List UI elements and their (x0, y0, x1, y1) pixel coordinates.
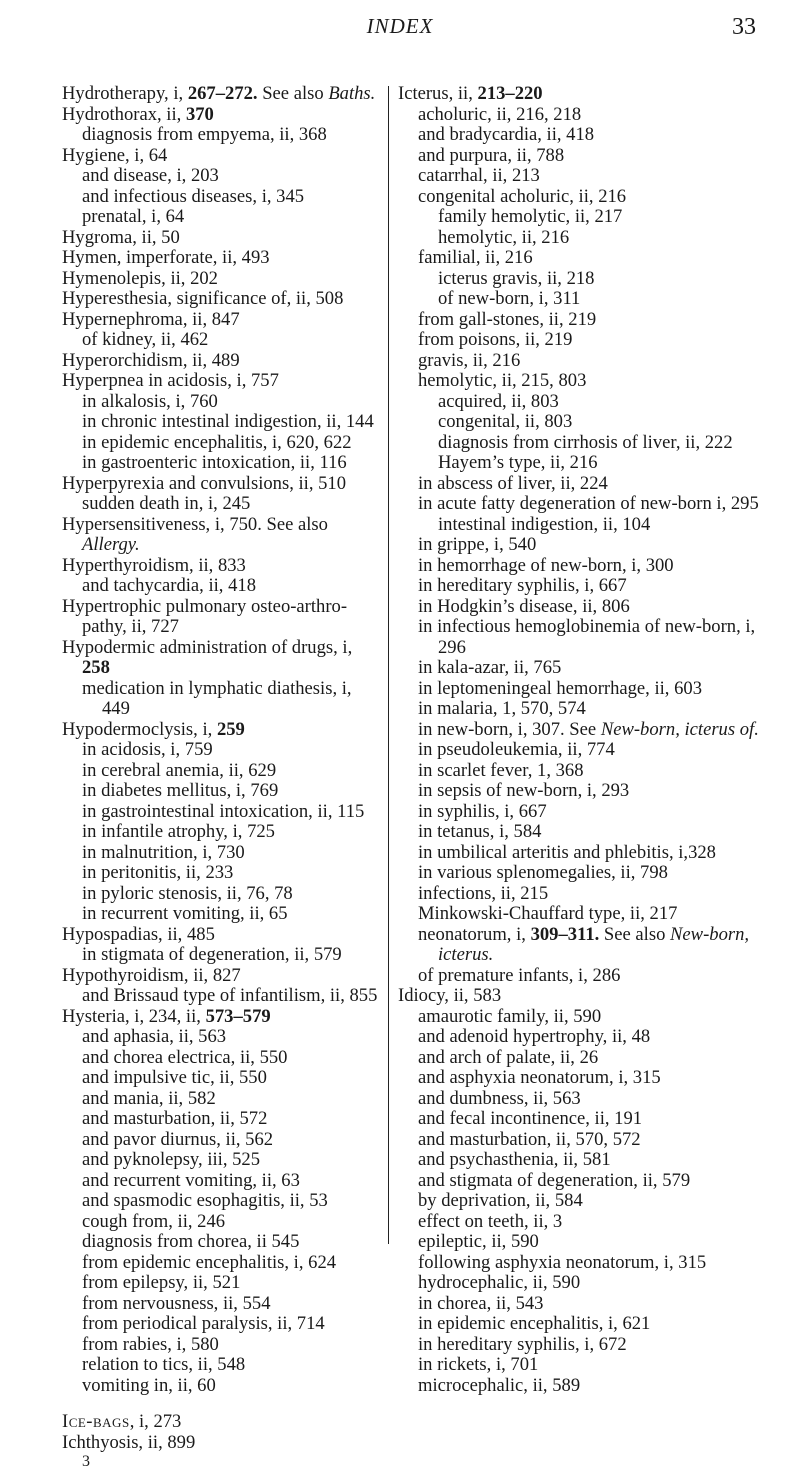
entry-text: in acute fatty degeneration of new-born i, 295 (418, 493, 759, 514)
index-subentry (62, 1109, 380, 1130)
entry-text: and dumbness, ii, 563 (418, 1087, 581, 1109)
index-subentry (62, 125, 380, 146)
entry-text: in infantile atrophy, i, 725 (82, 821, 275, 842)
index-subentry (398, 248, 760, 269)
entry-text: gravis, ii, 216 (418, 349, 521, 371)
running-header-title: INDEX (366, 14, 434, 38)
entry-text: See also (257, 83, 329, 104)
index-subentry (398, 1007, 760, 1028)
entry-text: Ice-bags (62, 1411, 130, 1432)
entry-text: in chronic intestinal indigestion, ii, 144 (82, 411, 374, 432)
index-subentry (398, 904, 760, 925)
entry-text: See also (599, 923, 671, 945)
entry-text: Hymen, imperforate, ii, 493 (62, 247, 270, 268)
entry-text: Idiocy, ii, 583 (398, 985, 502, 1006)
index-subentry (398, 802, 760, 823)
entry-text: in malnutrition, i, 730 (82, 841, 245, 863)
index-subentry (398, 146, 760, 167)
cross-reference: New-born, icterus. (438, 923, 754, 965)
entry-text: in pyloric stenosis, ii, 76, 78 (82, 882, 293, 904)
entry-text: and bradycardia, ii, 418 (418, 124, 595, 145)
entry-text: and impulsive tic, ii, 550 (82, 1067, 267, 1088)
index-subentry (62, 904, 380, 925)
index-subentry (398, 412, 760, 433)
entry-text: Icterus, ii, (398, 83, 478, 104)
entry-text: Hyperpnea in acidosis, i, 757 (62, 370, 279, 391)
entry-text: Hyperorchidism, ii, 489 (62, 349, 240, 371)
index-subentry (62, 1253, 380, 1274)
entry-text: Hymenolepis, ii, 202 (62, 267, 218, 289)
entry-text: in various splenomegalies, ii, 798 (418, 862, 668, 883)
index-subentry (398, 1027, 760, 1048)
entry-text: and stigmata of degeneration, ii, 579 (418, 1169, 691, 1191)
entry-text: in acidosis, i, 759 (82, 739, 213, 760)
entry-text: Minkowski-Chauffard type, ii, 217 (418, 903, 678, 924)
index-subentry (398, 228, 760, 249)
entry-text: Hydrotherapy, i, (62, 83, 188, 104)
index-subentry (62, 1027, 380, 1048)
index-subentry (398, 269, 760, 290)
index-subentry (398, 1294, 760, 1315)
index-subentry (398, 1089, 760, 1110)
entry-text: in umbilical arteritis and phlebitis, i,328 (418, 841, 716, 863)
entry-text: Hyperesthesia, significance of, ii, 508 (62, 288, 344, 309)
entry-text: hydrocephalic, ii, 590 (418, 1272, 581, 1293)
index-subentry (62, 1335, 380, 1356)
entry-text: and tachycardia, ii, 418 (82, 575, 256, 596)
index-subentry (398, 617, 760, 658)
index-subentry (62, 392, 380, 413)
index-subentry (398, 597, 760, 618)
page-ref-bold: 370 (185, 103, 214, 125)
index-entry (62, 228, 380, 249)
index-entry (62, 1007, 380, 1028)
index-subentry (398, 310, 760, 331)
entry-text: catarrhal, ii, 213 (418, 165, 540, 186)
index-subentry (62, 1314, 380, 1335)
page-ref-bold: 267–272. (187, 83, 258, 104)
index-subentry (398, 351, 760, 372)
entry-text: in syphilis, i, 667 (418, 800, 547, 822)
entry-text: acholuric, ii, 216, 218 (418, 103, 582, 125)
entry-text: and masturbation, ii, 570, 572 (418, 1128, 641, 1150)
entry-text: Hypothyroidism, ii, 827 (62, 964, 241, 986)
page-ref-bold: 573–579 (205, 1005, 271, 1027)
entry-text: and Brissaud type of infantilism, ii, 855 (82, 985, 378, 1006)
index-subentry (62, 781, 380, 802)
index-subentry (398, 781, 760, 802)
entry-text: infections, ii, 215 (418, 882, 549, 904)
index-entry (398, 84, 760, 105)
index-entry (62, 1433, 380, 1454)
index-subentry (398, 1314, 760, 1335)
entry-text: Hyperthyroidism, ii, 833 (62, 554, 246, 576)
index-subentry (398, 371, 760, 392)
entry-text: amaurotic family, ii, 590 (418, 1005, 602, 1027)
entry-text: effect on teeth, ii, 3 (418, 1210, 563, 1232)
index-subentry (398, 699, 760, 720)
cross-reference: Allergy. (82, 534, 140, 555)
index-subentry (398, 679, 760, 700)
entry-text: in hereditary syphilis, i, 667 (418, 575, 627, 596)
index-entry (62, 638, 380, 679)
entry-text: neonatorum, i, (418, 923, 531, 945)
entry-text: , i, 273 (129, 1411, 182, 1432)
entry-text: Hygiene, i, 64 (62, 144, 168, 166)
entry-gap (62, 1396, 380, 1412)
entry-text: and chorea electrica, ii, 550 (82, 1046, 288, 1068)
entry-text: in rickets, i, 701 (418, 1354, 539, 1375)
index-subentry (62, 1130, 380, 1151)
entry-text: in recurrent vomiting, ii, 65 (82, 903, 288, 924)
index-subentry (398, 1273, 760, 1294)
entry-text: intestinal indigestion, ii, 104 (438, 513, 651, 535)
entry-text: hemolytic, ii, 216 (438, 226, 570, 248)
entry-text: of kidney, ii, 462 (82, 329, 209, 350)
index-subentry (398, 105, 760, 126)
entry-text: in alkalosis, i, 760 (82, 390, 218, 412)
index-subentry (398, 392, 760, 413)
page-number: 33 (732, 14, 756, 40)
index-entry (62, 289, 380, 310)
column-divider (388, 86, 389, 1244)
signature-mark: 3 (82, 1453, 90, 1470)
index-subentry (62, 1376, 380, 1397)
index-subentry (398, 453, 760, 474)
entry-text: and pyknolepsy, iii, 525 (82, 1149, 261, 1170)
entry-text: Hypernephroma, ii, 847 (62, 308, 240, 330)
entry-text: diagnosis from cirrhosis of liver, ii, 222 (438, 431, 733, 453)
entry-text: from rabies, i, 580 (82, 1333, 219, 1355)
entry-text: in abscess of liver, ii, 224 (418, 472, 608, 494)
index-subentry (398, 925, 760, 966)
entry-text: diagnosis from chorea, ii 545 (82, 1231, 300, 1252)
index-subentry (62, 1089, 380, 1110)
entry-text: congenital acholuric, ii, 216 (418, 185, 627, 207)
index-subentry (398, 1109, 760, 1130)
index-subentry (398, 1068, 760, 1089)
index-subentry (398, 125, 760, 146)
index-entry (62, 966, 380, 987)
entry-text: Hyperpyrexia and convulsions, ii, 510 (62, 472, 347, 494)
index-subentry (62, 1068, 380, 1089)
entry-text: and fecal incontinence, ii, 191 (418, 1108, 643, 1129)
entry-text: in epidemic encephalitis, i, 621 (418, 1313, 651, 1334)
index-subentry (62, 1273, 380, 1294)
index-subentry (398, 1355, 760, 1376)
entry-text: Hysteria, i, 234, ii, (62, 1005, 206, 1027)
index-subentry (398, 863, 760, 884)
entry-text: from gall-stones, ii, 219 (418, 308, 597, 330)
entry-text: in new-born, i, 307. See (418, 718, 601, 740)
index-subentry (62, 576, 380, 597)
entry-text: in epidemic encephalitis, i, 620, 622 (82, 431, 352, 453)
entry-text: Hypospadias, ii, 485 (62, 923, 215, 945)
entry-text: congenital, ii, 803 (438, 411, 573, 432)
entry-text: acquired, ii, 803 (438, 390, 559, 412)
entry-text: in leptomeningeal hemorrhage, ii, 603 (418, 677, 702, 699)
entry-text: cough from, ii, 246 (82, 1210, 226, 1232)
page-ref-bold: 309–311. (530, 923, 600, 945)
index-subentry (398, 822, 760, 843)
index-subentry (398, 207, 760, 228)
entry-text: and mania, ii, 582 (82, 1087, 216, 1109)
index-subentry (62, 330, 380, 351)
index-subentry (62, 1355, 380, 1376)
index-subentry (398, 1212, 760, 1233)
entry-text: in gastrointestinal intoxication, ii, 115 (82, 800, 365, 822)
entry-text: icterus gravis, ii, 218 (438, 267, 595, 289)
index-entry (62, 556, 380, 577)
entry-text: in Hodgkin’s disease, ii, 806 (418, 595, 630, 617)
entry-text: and pavor diurnus, ii, 562 (82, 1128, 274, 1150)
entry-text: in diabetes mellitus, i, 769 (82, 780, 279, 801)
index-subentry (62, 433, 380, 454)
index-entry (62, 371, 380, 392)
index-subentry (62, 1171, 380, 1192)
entry-text: from epilepsy, ii, 521 (82, 1272, 241, 1293)
index-subentry (62, 884, 380, 905)
entry-text: in peritonitis, ii, 233 (82, 862, 234, 883)
index-entry (62, 515, 380, 556)
index-entry (62, 925, 380, 946)
entry-text: Hypodermic administration of drugs, i, (62, 636, 357, 658)
index-subentry (62, 802, 380, 823)
index-subentry (62, 843, 380, 864)
index-entry (62, 84, 380, 105)
entry-text: family hemolytic, ii, 217 (438, 206, 623, 227)
index-subentry (62, 679, 380, 720)
index-entry (62, 105, 380, 126)
entry-text: and psychasthenia, ii, 581 (418, 1149, 611, 1170)
index-subentry (62, 1232, 380, 1253)
index-subentry (398, 966, 760, 987)
index-entry (398, 986, 760, 1007)
index-subentry (62, 863, 380, 884)
entry-text: hemolytic, ii, 215, 803 (418, 370, 587, 391)
entry-text: and disease, i, 203 (82, 165, 219, 186)
entry-text: in hemorrhage of new-born, i, 300 (418, 554, 674, 576)
entry-text: Ichthyosis, ii, 899 (62, 1431, 196, 1453)
index-subentry (62, 166, 380, 187)
index-subentry (398, 515, 760, 536)
index-subentry (62, 740, 380, 761)
index-entry (62, 248, 380, 269)
index-entry (62, 146, 380, 167)
entry-text: Hayem’s type, ii, 216 (438, 452, 598, 473)
entry-text: of premature infants, i, 286 (418, 964, 621, 986)
index-subentry (398, 761, 760, 782)
index-entry (62, 310, 380, 331)
index-subentry (398, 474, 760, 495)
entry-text: and infectious diseases, i, 345 (82, 185, 305, 207)
index-entry (62, 269, 380, 290)
index-subentry (398, 289, 760, 310)
index-subentry (62, 822, 380, 843)
page-ref-bold: 258 (82, 657, 110, 678)
entry-text: and recurrent vomiting, ii, 63 (82, 1169, 300, 1191)
index-subentry (398, 433, 760, 454)
index-subentry (62, 761, 380, 782)
entry-text: in malaria, 1, 570, 574 (418, 698, 586, 719)
entry-text: and aphasia, ii, 563 (82, 1026, 227, 1047)
index-subentry (398, 1335, 760, 1356)
entry-text: in gastroenteric intoxication, ii, 116 (82, 452, 347, 473)
index-subentry (398, 1048, 760, 1069)
index-subentry (62, 453, 380, 474)
index-entry (62, 351, 380, 372)
index-subentry (398, 166, 760, 187)
index-entry (62, 597, 380, 638)
page-ref-bold: 259 (216, 718, 245, 740)
entry-text: and adenoid hypertrophy, ii, 48 (418, 1026, 651, 1047)
index-subentry (398, 1150, 760, 1171)
entry-text: Hypertrophic pulmonary osteo-arthro-pathy, ii, 727 (62, 595, 348, 637)
index-subentry (62, 986, 380, 1007)
entry-text: in stigmata of degeneration, ii, 579 (82, 944, 342, 965)
entry-text: diagnosis from empyema, ii, 368 (82, 124, 327, 145)
entry-text: Hydrothorax, ii, (62, 103, 186, 125)
entry-text: vomiting in, ii, 60 (82, 1374, 216, 1396)
index-subentry (398, 1130, 760, 1151)
index-subentry (398, 1232, 760, 1253)
entry-text: in grippe, i, 540 (418, 534, 537, 555)
index-entry (62, 474, 380, 495)
index-subentry (62, 207, 380, 228)
entry-text: and purpura, ii, 788 (418, 144, 565, 166)
entry-text: in pseudoleukemia, ii, 774 (418, 739, 615, 760)
index-subentry (62, 945, 380, 966)
index-subentry (398, 535, 760, 556)
entry-text: microcephalic, ii, 589 (418, 1374, 581, 1396)
index-subentry (398, 658, 760, 679)
index-subentry (62, 1150, 380, 1171)
entry-text: familial, ii, 216 (418, 247, 533, 268)
cross-reference: New-born, icterus of. (600, 718, 759, 740)
entry-text: from epidemic encephalitis, i, 624 (82, 1251, 337, 1273)
index-subentry (398, 494, 760, 515)
entry-text: and masturbation, ii, 572 (82, 1108, 268, 1129)
index-subentry (62, 412, 380, 433)
index-subentry (398, 1191, 760, 1212)
index-subentry (398, 576, 760, 597)
entry-text: from poisons, ii, 219 (418, 329, 573, 350)
entry-text: Hygroma, ii, 50 (62, 226, 180, 248)
entry-text: in hereditary syphilis, i, 672 (418, 1333, 627, 1355)
cross-reference: Baths. (328, 83, 376, 104)
entry-text: in infectious hemoglobinemia of new-born, i, 296 (418, 616, 760, 658)
index-subentry (398, 330, 760, 351)
index-subentry (62, 187, 380, 208)
page-ref-bold: 213–220 (477, 83, 543, 104)
index-column-right (398, 84, 760, 1396)
index-subentry (398, 884, 760, 905)
entry-text: in chorea, ii, 543 (418, 1292, 544, 1314)
entry-text: medication in lymphatic diathesis, i, 449 (82, 677, 357, 719)
entry-text: in tetanus, i, 584 (418, 821, 542, 842)
entry-text: sudden death in, i, 245 (82, 493, 251, 514)
entry-text: in sepsis of new-born, i, 293 (418, 780, 630, 801)
entry-text: of new-born, i, 311 (438, 288, 581, 309)
entry-text: in cerebral anemia, ii, 629 (82, 759, 277, 781)
index-subentry (398, 556, 760, 577)
index-subentry (398, 720, 760, 741)
index-subentry (398, 740, 760, 761)
index-entry (62, 1412, 380, 1433)
entry-text: and arch of palate, ii, 26 (418, 1046, 599, 1068)
index-subentry (62, 1212, 380, 1233)
entry-text: relation to tics, ii, 548 (82, 1354, 246, 1375)
index-subentry (398, 1253, 760, 1274)
entry-text: Hypodermoclysis, i, (62, 718, 217, 740)
entry-text: epileptic, ii, 590 (418, 1231, 539, 1252)
entry-text: in kala-azar, ii, 765 (418, 657, 562, 678)
index-subentry (62, 1294, 380, 1315)
index-subentry (62, 494, 380, 515)
index-entry (62, 720, 380, 741)
index-subentry (398, 1171, 760, 1192)
index-column-left (62, 84, 380, 1473)
entry-text: and asphyxia neonatorum, i, 315 (418, 1067, 661, 1088)
index-subentry (398, 1376, 760, 1397)
entry-text: from periodical paralysis, ii, 714 (82, 1313, 325, 1334)
index-subentry (398, 843, 760, 864)
entry-text: and spasmodic esophagitis, ii, 53 (82, 1190, 328, 1211)
entry-text: Hypersensitiveness, i, 750. See also (62, 513, 333, 535)
entry-text: by deprivation, ii, 584 (418, 1190, 583, 1211)
index-subentry (62, 1191, 380, 1212)
entry-text: in scarlet fever, 1, 368 (418, 759, 584, 781)
entry-text: prenatal, i, 64 (82, 206, 185, 227)
entry-text: following asphyxia neonatorum, i, 315 (418, 1251, 707, 1273)
index-subentry (62, 1048, 380, 1069)
index-subentry (398, 187, 760, 208)
entry-text: from nervousness, ii, 554 (82, 1292, 271, 1314)
